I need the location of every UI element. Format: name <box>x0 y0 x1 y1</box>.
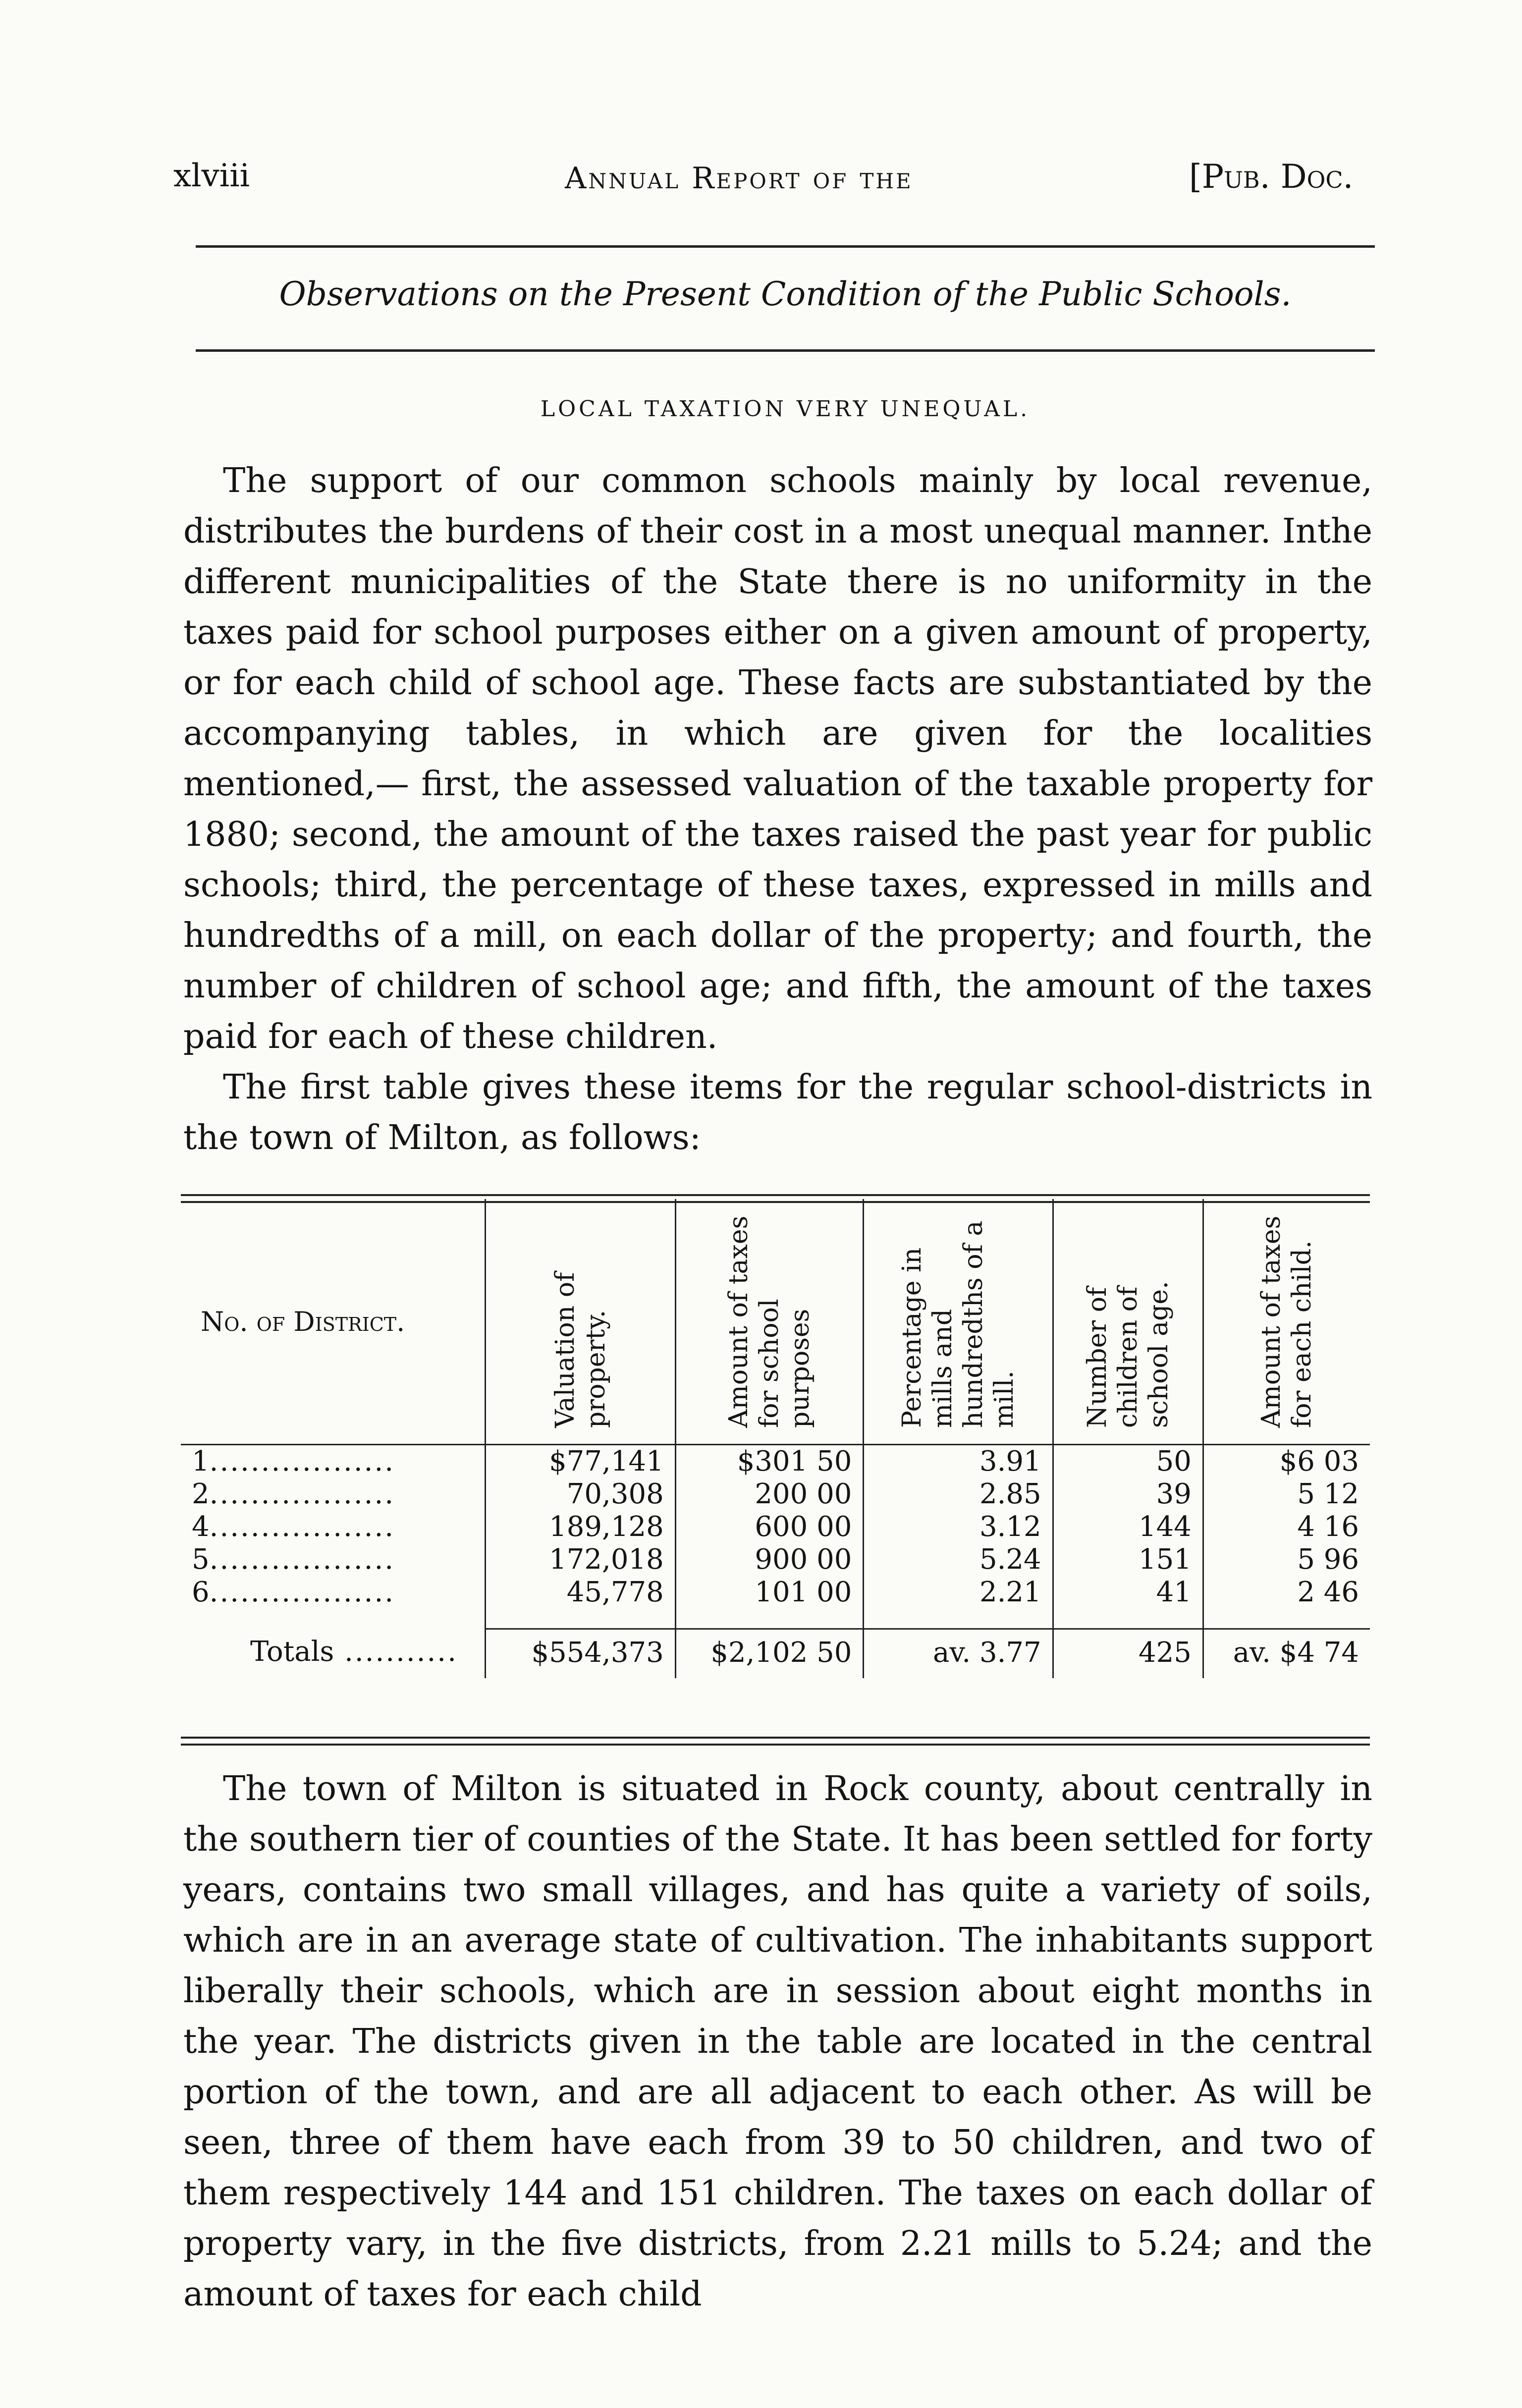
per-child-cell: 2 46 <box>1203 1576 1370 1629</box>
table-row <box>181 1478 1370 1511</box>
paragraph: The town of Milton is situated in Rock county, about centrally in the southern tier of counties of the State. It has been settled for forty years, contains two small villages, and has quite a variety of soils, which are in an average state of cultivation. The inhabitants support liberally their schools, which are in session about eight months in the year. The districts given in the table are located in the central portion of the town, and are all adjacent to each other. As will be seen, three of them have each from 39 to 50 children, and two of them respectively 144 and 151 children. The taxes on each dollar of property vary, in the five districts, from 2.21 mills to 5.24; and the amount of taxes for each child <box>183 1769 1372 2314</box>
page-subtitle: Observations on the Present Condition of the Public Schools. <box>279 275 1292 313</box>
children-cell: 39 <box>1053 1478 1203 1511</box>
table-rule-top <box>181 1194 1370 1196</box>
district-cell: 5.................. <box>192 1543 395 1576</box>
table-rule-bottom-inner <box>181 1744 1370 1746</box>
milton-description <box>183 1764 1372 2320</box>
taxes-cell: 200 00 <box>675 1478 864 1511</box>
milton-district-table <box>181 1199 1370 1678</box>
totals-taxes: $2,102 50 <box>675 1629 864 1678</box>
totals-per-child: av. $4 74 <box>1203 1629 1370 1678</box>
district-cell: 2.................. <box>192 1478 395 1510</box>
district-cell: 4.................. <box>192 1511 395 1543</box>
col-header-percentage: Percentage in mills and hundredths of a mill. <box>864 1199 1053 1445</box>
taxes-cell: 900 00 <box>675 1543 864 1576</box>
col-header-per-child: Amount of taxes for each child. <box>1203 1199 1370 1445</box>
table-row <box>181 1543 1370 1576</box>
valuation-cell: $77,141 <box>486 1445 675 1478</box>
percentage-cell: 2.85 <box>864 1478 1053 1511</box>
table-rule-bottom <box>181 1737 1370 1739</box>
header-rule-bottom <box>196 349 1375 352</box>
pub-doc-label: [Pub. Doc. <box>1189 158 1354 196</box>
intro-text <box>183 456 1372 1163</box>
valuation-cell: 70,308 <box>486 1478 675 1511</box>
percentage-cell: 5.24 <box>864 1543 1053 1576</box>
totals-row <box>181 1629 1370 1678</box>
district-cell: 1.................. <box>181 1445 486 1478</box>
col-header-valuation: Valuation of property. <box>486 1199 675 1445</box>
valuation-cell: 189,128 <box>486 1511 675 1543</box>
percentage-cell: 2.21 <box>864 1576 1053 1629</box>
section-heading: LOCAL TAXATION VERY UNEQUAL. <box>540 396 1031 422</box>
paragraph: The first table gives these items for the regular school-districts in the town of Milton, as follows: <box>183 1068 1372 1157</box>
per-child-cell: $6 03 <box>1203 1445 1370 1478</box>
percentage-cell: 3.91 <box>864 1445 1053 1478</box>
taxes-cell: 101 00 <box>675 1576 864 1629</box>
totals-percentage: av. 3.77 <box>864 1629 1053 1678</box>
header-rule-top <box>196 245 1375 248</box>
totals-children: 425 <box>1053 1629 1203 1678</box>
children-cell: 41 <box>1053 1576 1203 1629</box>
children-cell: 151 <box>1053 1543 1203 1576</box>
district-cell: 6.................. <box>192 1576 395 1608</box>
col-header-taxes: Amount of taxes for school purposes <box>675 1199 864 1445</box>
percentage-cell: 3.12 <box>864 1511 1053 1543</box>
table-row <box>181 1445 1370 1478</box>
totals-label: Totals ........... <box>250 1636 458 1668</box>
col-header-district: No. of District. <box>201 1306 405 1337</box>
taxes-cell: 600 00 <box>675 1511 864 1543</box>
valuation-cell: 45,778 <box>486 1576 675 1629</box>
running-title: Annual Report of the <box>565 161 913 196</box>
per-child-cell: 5 12 <box>1203 1478 1370 1511</box>
children-cell: 144 <box>1053 1511 1203 1543</box>
page-folio: xlviii <box>173 158 250 194</box>
col-header-children: Number of children of school age. <box>1053 1199 1203 1445</box>
totals-valuation: $554,373 <box>486 1629 675 1678</box>
table-row <box>181 1511 1370 1543</box>
valuation-cell: 172,018 <box>486 1543 675 1576</box>
paragraph: The support of our common schools mainly by local revenue, distributes the burdens of their cost in a most unequal manner. Inthe different municipalities of the State there is no uniformity in the taxes paid for school purposes either on a given amount of property, or for each child of school age. These facts are substantiated by the accompanying tables, in which are given for the localities mentioned,— first, the assessed valuation of the taxable property for 1880; second, the amount of the taxes raised the past year for public schools; third, the percentage of these taxes, expressed in mills and hundredths of a mill, on each dollar of the property; and fourth, the number of children of school age; and fifth, the amount of the taxes paid for each of these children. <box>183 461 1372 1056</box>
children-cell: 50 <box>1053 1445 1203 1478</box>
per-child-cell: 4 16 <box>1203 1511 1370 1543</box>
table-row <box>181 1576 1370 1629</box>
per-child-cell: 5 96 <box>1203 1543 1370 1576</box>
taxes-cell: $301 50 <box>675 1445 864 1478</box>
